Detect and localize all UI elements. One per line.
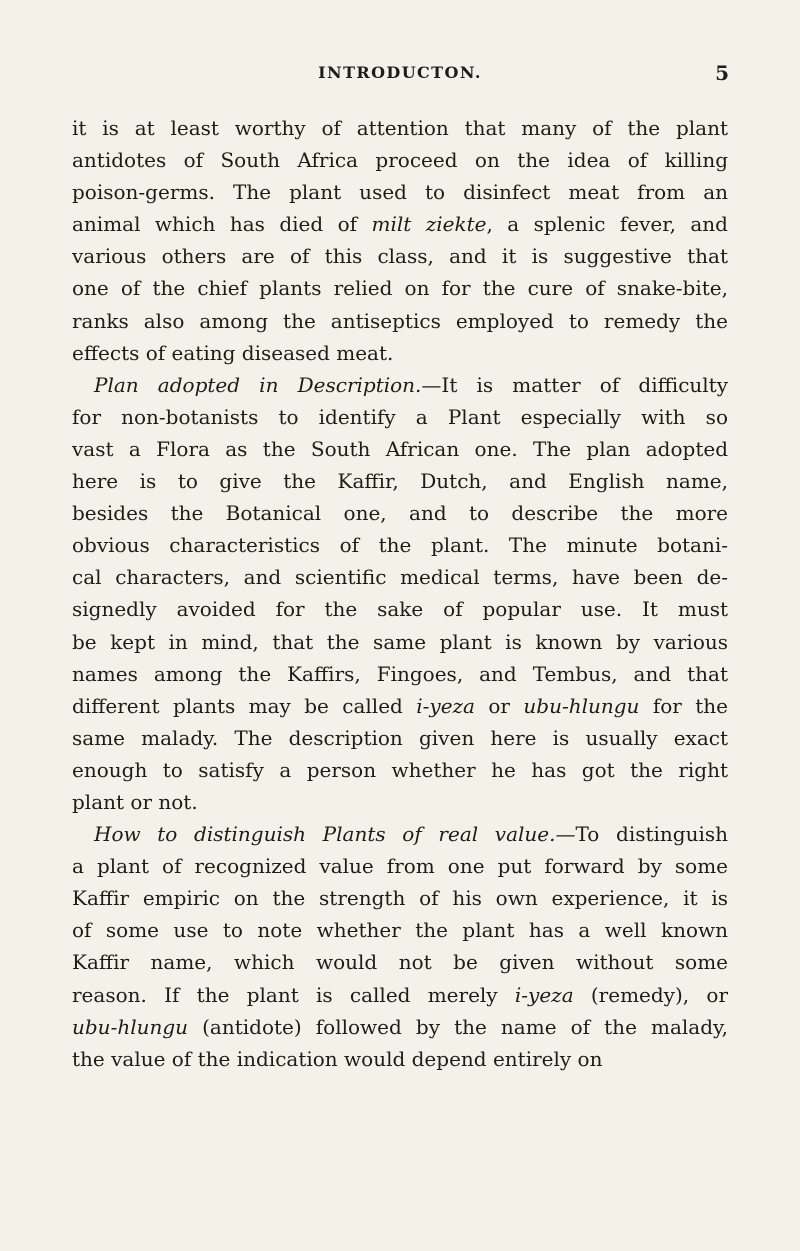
text-run: reason. If the plant is called merely xyxy=(72,982,515,1007)
text-line xyxy=(72,240,728,272)
text-run: be kept in mind, that the same plant is known by various xyxy=(72,629,728,654)
text-line xyxy=(72,626,728,658)
text-line xyxy=(72,176,728,208)
text-line xyxy=(72,593,728,625)
text-line xyxy=(72,305,728,337)
text-run: here is to give the Kaffir, Dutch, and English name, xyxy=(72,469,728,494)
paragraph xyxy=(72,818,728,1075)
text-run: of some use to note whether the plant has a well known xyxy=(72,918,728,943)
text-line xyxy=(72,979,728,1011)
text-line xyxy=(72,786,728,818)
text-run: Kaffir name, which would not be given without some xyxy=(72,950,728,975)
text-line xyxy=(72,658,728,690)
text-line xyxy=(72,1043,728,1075)
text-run: for non-botanists to identify a Plant especially with so xyxy=(72,404,728,429)
text-run: names among the Kaffirs, Fingoes, and Tembus, and that xyxy=(72,661,728,686)
text-run: , a splenic fever, and xyxy=(486,212,728,237)
text-line xyxy=(72,818,728,850)
text-line xyxy=(72,561,728,593)
text-run: enough to satisfy a person whether he has got the right xyxy=(72,757,728,782)
italic-run: ubu-hlungu xyxy=(523,693,640,718)
text-run: ranks also among the antiseptics employed to remedy the xyxy=(72,308,728,333)
italic-run: ubu-hlungu xyxy=(72,1014,189,1039)
text-run: different plants may be called xyxy=(72,693,417,718)
text-run: —It is matter of difficulty xyxy=(421,372,728,397)
text-run: animal which has died of xyxy=(72,212,372,237)
text-run: one of the chief plants relied on for the cure of snake-bite, xyxy=(72,276,728,301)
running-title: INTRODUCTON. xyxy=(318,63,482,82)
text-run: poison-germs. The plant used to disinfect meat from an xyxy=(72,180,728,205)
text-line xyxy=(72,690,728,722)
text-run: plant or not. xyxy=(72,789,198,814)
text-run: or xyxy=(474,693,524,718)
text-line xyxy=(72,272,728,304)
text-line xyxy=(72,465,728,497)
body-text xyxy=(72,112,728,1075)
text-line xyxy=(72,1011,728,1043)
text-line xyxy=(72,529,728,561)
text-line xyxy=(72,208,728,240)
text-line xyxy=(72,112,728,144)
text-line xyxy=(72,914,728,946)
running-head xyxy=(0,58,800,88)
text-run: a plant of recognized value from one put forward by some xyxy=(72,854,728,879)
text-run: cal characters, and scientific medical terms, have been de- xyxy=(72,565,728,590)
text-run: Kaffir empiric on the strength of his own experience, it is xyxy=(72,886,728,911)
italic-run: i-yeza xyxy=(514,982,574,1007)
paragraph xyxy=(72,369,728,818)
text-run: signedly avoided for the sake of popular use. It must xyxy=(72,597,728,622)
text-line xyxy=(72,433,728,465)
text-run: effects of eating diseased meat. xyxy=(72,340,394,365)
text-line xyxy=(72,850,728,882)
page-number: 5 xyxy=(715,61,729,85)
italic-run: Plan adopted in Description. xyxy=(94,372,422,397)
text-line xyxy=(72,946,728,978)
text-run: (remedy), or xyxy=(573,982,728,1007)
text-run: same malady. The description given here is usually exact xyxy=(72,725,728,750)
text-run: obvious characteristics of the plant. The minute botani- xyxy=(72,533,728,558)
italic-run: How to distinguish Plants of real value. xyxy=(94,822,556,847)
text-run: various others are of this class, and it is suggestive that xyxy=(72,244,728,269)
text-line xyxy=(72,369,728,401)
text-line xyxy=(72,144,728,176)
text-run: (antidote) followed by the name of the malady, xyxy=(188,1014,728,1039)
italic-run: i-yeza xyxy=(416,693,475,718)
text-line xyxy=(72,754,728,786)
text-line xyxy=(72,401,728,433)
text-line xyxy=(72,722,728,754)
text-run: besides the Botanical one, and to describe the more xyxy=(72,501,728,526)
text-run: antidotes of South Africa proceed on the idea of killing xyxy=(72,148,728,173)
text-line xyxy=(72,497,728,529)
text-run: vast a Flora as the South African one. The plan adopted xyxy=(72,436,728,461)
text-run: the value of the indication would depend entirely on xyxy=(72,1046,603,1071)
paragraph xyxy=(72,112,728,369)
text-run: it is at least worthy of attention that many of the plant xyxy=(72,116,728,140)
text-line xyxy=(72,882,728,914)
text-run: —To distinguish xyxy=(555,822,728,847)
text-line xyxy=(72,337,728,369)
text-run: for the xyxy=(639,693,728,718)
italic-run: milt ziekte xyxy=(371,212,487,237)
